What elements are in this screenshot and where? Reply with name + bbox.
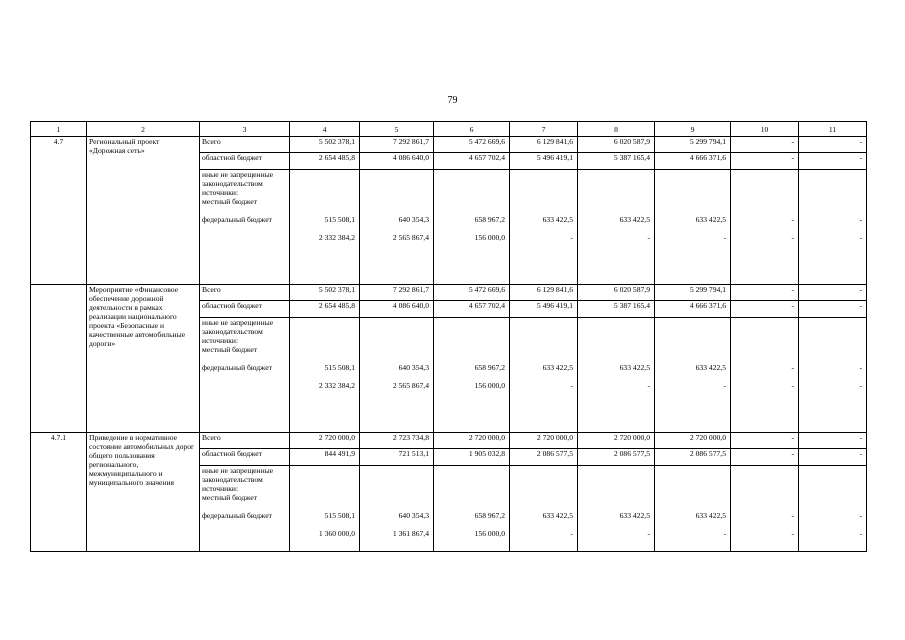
federal-budget-value: 156 000,0 (474, 233, 505, 242)
value-cell (434, 466, 510, 552)
value-cell: - (799, 137, 867, 153)
source-label: областной бюджет (200, 153, 290, 170)
local-budget-value: 640 354,3 (398, 511, 429, 520)
column-header: 1 (31, 122, 87, 137)
value-cell (655, 318, 731, 433)
item-name: Региональный проект «Дорожная сеть» (87, 137, 200, 285)
value-cell: 2 720 000,0 (510, 433, 578, 449)
value-cell: - (731, 449, 799, 466)
item-name: Приведение в нормативное состояние автомобильных дорог общего пользования регионального, межмуниципального и муниципального значения (87, 433, 200, 552)
page-number: 79 (447, 95, 458, 106)
value-cell: 5 299 794,1 (655, 285, 731, 301)
local-budget-value: 658 967,2 (474, 363, 505, 372)
federal-budget-value: - (859, 529, 862, 538)
federal-budget-value: - (723, 529, 726, 538)
federal-budget-label: федеральный бюджет (202, 511, 272, 520)
column-header: 11 (799, 122, 867, 137)
local-budget-value: 633 422,5 (695, 215, 726, 224)
federal-budget-value: - (723, 381, 726, 390)
federal-budget-value: - (723, 233, 726, 242)
value-cell: 2 086 577,5 (510, 449, 578, 466)
value-cell: 4 086 640,0 (360, 153, 434, 170)
table-row (31, 137, 867, 153)
local-budget-value: - (791, 215, 794, 224)
federal-budget-value: 1 361 867,4 (392, 529, 429, 538)
value-cell: - (731, 153, 799, 170)
header-row (31, 122, 867, 137)
value-cell: 5 502 378,1 (290, 285, 360, 301)
source-label: Всего (200, 137, 290, 153)
other-sources-label: иные не запрещенные законодательством источники: (202, 170, 274, 197)
item-code (31, 285, 87, 433)
federal-budget-label: федеральный бюджет (202, 215, 272, 224)
value-cell: 2 654 485,8 (290, 301, 360, 318)
item-code: 4.7 (31, 137, 87, 285)
value-cell (360, 318, 434, 433)
federal-budget-value: 2 332 384,2 (318, 233, 355, 242)
column-header: 4 (290, 122, 360, 137)
value-cell: 2 720 000,0 (578, 433, 655, 449)
value-cell: - (731, 137, 799, 153)
local-budget-value: 640 354,3 (398, 215, 429, 224)
value-cell: 4 666 371,6 (655, 153, 731, 170)
value-cell: 4 657 702,4 (434, 301, 510, 318)
other-sources-label: иные не запрещенные законодательством источники: (202, 466, 274, 493)
local-budget-value: 633 422,5 (619, 215, 650, 224)
local-budget-value: - (791, 511, 794, 520)
value-cell: 2 654 485,8 (290, 153, 360, 170)
item-code: 4.7.1 (31, 433, 87, 552)
value-cell (578, 466, 655, 552)
value-cell: - (799, 301, 867, 318)
federal-budget-value: - (647, 529, 650, 538)
value-cell (360, 466, 434, 552)
value-cell: 5 472 669,6 (434, 137, 510, 153)
source-label: областной бюджет (200, 301, 290, 318)
value-cell: - (799, 285, 867, 301)
value-cell: 5 472 669,6 (434, 285, 510, 301)
value-cell: 6 020 587,9 (578, 137, 655, 153)
value-cell (434, 318, 510, 433)
federal-budget-value: 2 565 867,4 (392, 381, 429, 390)
value-cell (655, 466, 731, 552)
federal-budget-value: - (791, 233, 794, 242)
budget-table (30, 121, 867, 552)
source-label-cell (200, 318, 290, 433)
value-cell (510, 466, 578, 552)
value-cell: 2 086 577,5 (578, 449, 655, 466)
value-cell (731, 318, 799, 433)
value-cell: 5 496 419,1 (510, 153, 578, 170)
source-label: областной бюджет (200, 449, 290, 466)
local-budget-value: 515 508,1 (324, 363, 355, 372)
value-cell (799, 170, 867, 285)
source-label: Всего (200, 285, 290, 301)
local-budget-value: 658 967,2 (474, 511, 505, 520)
value-cell: 5 387 165,4 (578, 153, 655, 170)
value-cell: - (799, 449, 867, 466)
federal-budget-value: - (791, 529, 794, 538)
value-cell: 7 292 861,7 (360, 285, 434, 301)
value-cell (510, 170, 578, 285)
local-budget-value: 633 422,5 (619, 363, 650, 372)
federal-budget-value: 1 360 000,0 (318, 529, 355, 538)
value-cell (655, 170, 731, 285)
value-cell (290, 170, 360, 285)
value-cell: 4 657 702,4 (434, 153, 510, 170)
column-header: 9 (655, 122, 731, 137)
column-header: 2 (87, 122, 200, 137)
value-cell: 4 666 371,6 (655, 301, 731, 318)
source-label-cell (200, 466, 290, 552)
value-cell (360, 170, 434, 285)
local-budget-label: местный бюджет (202, 197, 258, 206)
value-cell: - (731, 301, 799, 318)
value-cell (290, 466, 360, 552)
value-cell: 2 720 000,0 (655, 433, 731, 449)
value-cell (290, 318, 360, 433)
value-cell: 721 513,1 (360, 449, 434, 466)
local-budget-value: 515 508,1 (324, 511, 355, 520)
local-budget-value: 640 354,3 (398, 363, 429, 372)
federal-budget-value: 156 000,0 (474, 529, 505, 538)
federal-budget-label: федеральный бюджет (202, 363, 272, 372)
value-cell: 6 020 587,9 (578, 285, 655, 301)
value-cell: 7 292 861,7 (360, 137, 434, 153)
federal-budget-value: - (647, 233, 650, 242)
value-cell (510, 318, 578, 433)
item-name: Мероприятие «Финансовое обеспечение дорожной деятельности в рамках реализации национального проекта «Безопасные и качественные автомобильные дороги» (87, 285, 200, 433)
value-cell: 5 502 378,1 (290, 137, 360, 153)
value-cell: 4 086 640,0 (360, 301, 434, 318)
federal-budget-value: 2 565 867,4 (392, 233, 429, 242)
source-label-cell (200, 170, 290, 285)
value-cell (578, 170, 655, 285)
value-cell (731, 170, 799, 285)
value-cell: 6 129 841,6 (510, 285, 578, 301)
local-budget-value: 658 967,2 (474, 215, 505, 224)
column-header: 8 (578, 122, 655, 137)
federal-budget-value: 156 000,0 (474, 381, 505, 390)
value-cell: 844 491,9 (290, 449, 360, 466)
local-budget-value: 633 422,5 (695, 511, 726, 520)
value-cell: 1 905 032,8 (434, 449, 510, 466)
federal-budget-value: - (570, 381, 573, 390)
federal-budget-value: 2 332 384,2 (318, 381, 355, 390)
federal-budget-value: - (859, 381, 862, 390)
federal-budget-value: - (791, 381, 794, 390)
local-budget-value: - (859, 363, 862, 372)
local-budget-value: 633 422,5 (695, 363, 726, 372)
local-budget-value: 515 508,1 (324, 215, 355, 224)
value-cell: - (799, 153, 867, 170)
column-header: 6 (434, 122, 510, 137)
value-cell: - (731, 433, 799, 449)
value-cell: - (731, 285, 799, 301)
value-cell: 2 720 000,0 (434, 433, 510, 449)
local-budget-value: - (859, 511, 862, 520)
value-cell: 2 086 577,5 (655, 449, 731, 466)
federal-budget-value: - (859, 233, 862, 242)
local-budget-label: местный бюджет (202, 493, 258, 502)
value-cell (578, 318, 655, 433)
local-budget-value: 633 422,5 (619, 511, 650, 520)
value-cell (799, 466, 867, 552)
value-cell (799, 318, 867, 433)
value-cell: 6 129 841,6 (510, 137, 578, 153)
value-cell: 5 387 165,4 (578, 301, 655, 318)
column-header: 10 (731, 122, 799, 137)
federal-budget-value: - (570, 529, 573, 538)
local-budget-value: 633 422,5 (542, 363, 573, 372)
column-header: 7 (510, 122, 578, 137)
value-cell: - (799, 433, 867, 449)
federal-budget-value: - (647, 381, 650, 390)
value-cell (731, 466, 799, 552)
local-budget-value: - (859, 215, 862, 224)
local-budget-value: 633 422,5 (542, 215, 573, 224)
local-budget-label: местный бюджет (202, 345, 258, 354)
value-cell: 2 723 734,8 (360, 433, 434, 449)
value-cell (434, 170, 510, 285)
local-budget-value: - (791, 363, 794, 372)
column-header: 5 (360, 122, 434, 137)
column-header: 3 (200, 122, 290, 137)
local-budget-value: 633 422,5 (542, 511, 573, 520)
other-sources-label: иные не запрещенные законодательством источники: (202, 318, 274, 345)
value-cell: 5 299 794,1 (655, 137, 731, 153)
value-cell: 2 720 000,0 (290, 433, 360, 449)
table-row (31, 285, 867, 301)
table-row (31, 433, 867, 449)
federal-budget-value: - (570, 233, 573, 242)
value-cell: 5 496 419,1 (510, 301, 578, 318)
source-label: Всего (200, 433, 290, 449)
